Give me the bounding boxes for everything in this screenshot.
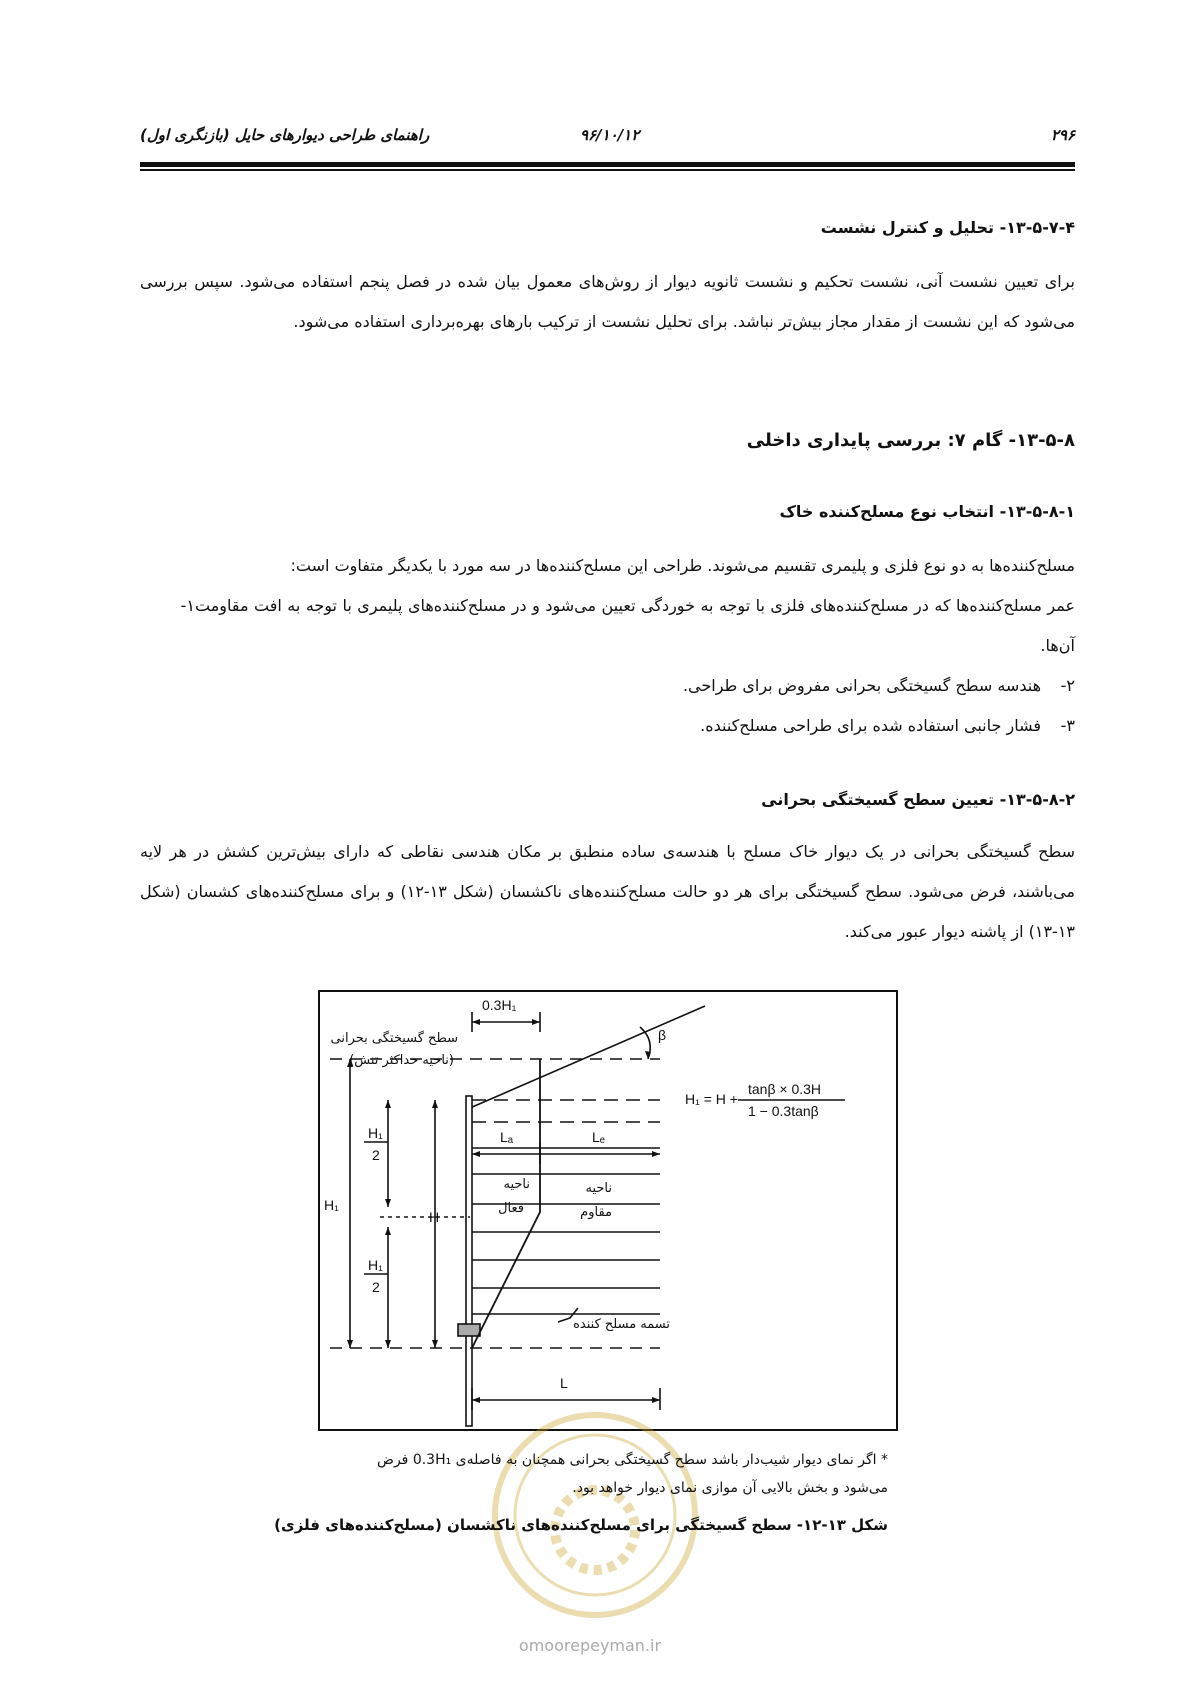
h1-half-top-num: H₁: [368, 1125, 383, 1141]
figure-note: [288, 1446, 888, 1502]
section-heading-failure-surface: ۱۳-۵-۸-۲- تعیین سطح گسیختگی بحرانی: [761, 790, 1075, 809]
wall-footing: [458, 1324, 480, 1336]
figure-failure-surface: [318, 990, 898, 1431]
max-stress-zone-label: (ناحیه حداکثر تنش): [349, 1053, 454, 1068]
le-label: Lₑ: [592, 1129, 605, 1145]
failure-surface-label: سطح گسیختگی بحرانی: [330, 1031, 458, 1046]
la-label: Lₐ: [500, 1129, 513, 1145]
beta-label: β: [658, 1027, 667, 1043]
watermark-stamp-icon: [480, 1400, 710, 1630]
list-item: [140, 706, 1075, 746]
formula-lhs: H₁ = H +: [685, 1091, 738, 1107]
h1-half-top-den: 2: [372, 1147, 380, 1163]
failure-surface-diagram: [320, 992, 895, 1428]
figure-note-line-1: * اگر نمای دیوار شیب‌دار باشد سطح گسیختگی بحرانی همچنان به فاصله‌ی 0.3H₁ فرض: [377, 1452, 888, 1468]
header-rule-thin: [140, 169, 1075, 171]
h1-half-bottom-num: H₁: [368, 1257, 383, 1273]
page-header: [140, 126, 1075, 154]
resistant-zone-label-2: مقاوم: [580, 1205, 612, 1220]
page-number: ۲۹۶: [1050, 126, 1075, 144]
list-text: هندسه سطح گسیختگی بحرانی مفروض برای طراحی.: [682, 676, 1041, 695]
figure-note-line-2: می‌شود و بخش بالایی آن موازی نمای دیوار خواهد بود.: [572, 1480, 888, 1496]
h-label: H: [429, 1209, 440, 1225]
list-item: [140, 666, 1075, 706]
list-item: [140, 586, 1075, 666]
list-text: عمر مسلح‌کننده‌ها که در مسلح‌کننده‌های فلزی با توجه به خوردگی تعیین می‌شود و در مسلح‌کننده‌های پلیمری با توجه به افت مقاومت آن‌ها.: [195, 596, 1075, 655]
figure-caption: شکل ۱۳-۱۲- سطح گسیختگی برای مسلح‌کننده‌های ناکشسان (مسلح‌کننده‌های فلزی): [274, 1516, 888, 1534]
list-text: فشار جانبی استفاده شده برای طراحی مسلح‌کننده.: [700, 716, 1041, 735]
header-date: ۹۶/۱۰/۱۲: [580, 126, 640, 144]
formula-denominator: 1 − 0.3tanβ: [748, 1103, 819, 1119]
list-number: ۲-: [1060, 676, 1075, 695]
wall-facing: [466, 1096, 472, 1426]
section-heading-internal-stability: ۱۳-۵-۸- گام ۷: بررسی پایداری داخلی: [746, 430, 1075, 451]
list-number: ۳-: [1060, 716, 1075, 735]
paragraph-failure-surface: سطح گسیختگی بحرانی در یک دیوار خاک مسلح با هندسه‌ی ساده منطبق بر مکان هندسی نقاطی که دارای بیش‌ترین کشش در هر لایه می‌باشند، فرض می‌شود. سطح گسیختگی برای هر دو حالت مسلح‌کننده‌های ناکشسان (شکل ۱۳-۱۲) و برای مسلح‌کننده‌های کشسان (شکل ۱۳-۱۳) از پاشنه دیوار عبور می‌کند.: [140, 842, 1075, 941]
active-zone-label-1: ناحیه: [503, 1177, 530, 1192]
header-rule-thick: [140, 162, 1075, 167]
watermark-site: omoorepeyman.ir: [518, 1636, 662, 1655]
top-dimension-label: 0.3H₁: [482, 997, 517, 1013]
l-label: L: [560, 1375, 568, 1391]
section-heading-settlement: ۱۳-۵-۷-۴- تحلیل و کنترل نشست: [820, 218, 1075, 237]
h1-label: H₁: [324, 1197, 339, 1213]
reinforcement-strip-label: تسمه مسلح کننده: [573, 1317, 670, 1332]
section-heading-reinforcement-type: ۱۳-۵-۸-۱- انتخاب نوع مسلح‌کننده خاک: [779, 502, 1075, 521]
list-number: ۱-: [180, 596, 195, 615]
formula-numerator: tanβ × 0.3H: [748, 1081, 822, 1097]
paragraph-settlement: برای تعیین نشست آنی، نشست تحکیم و نشست ثانویه دیوار از روش‌های معمول بیان شده در فصل پنجم استفاده می‌شود. سپس بررسی می‌شود که این نشست از مقدار مجاز بیش‌تر نباشد. برای تحلیل نشست از ترکیب بارهای بهره‌برداری استفاده می‌شود.: [140, 272, 1075, 331]
paragraph-reinforcement-intro: مسلح‌کننده‌ها به دو نوع فلزی و پلیمری تقسیم می‌شوند. طراحی این مسلح‌کننده‌ها در سه مورد با یکدیگر متفاوت است:: [290, 556, 1075, 575]
book-title: راهنمای طراحی دیوارهای حایل (بازنگری اول): [140, 126, 430, 144]
resistant-zone-label-1: ناحیه: [585, 1181, 612, 1196]
h1-half-bottom-den: 2: [372, 1279, 380, 1295]
active-zone-label-2: فعال: [498, 1201, 524, 1216]
